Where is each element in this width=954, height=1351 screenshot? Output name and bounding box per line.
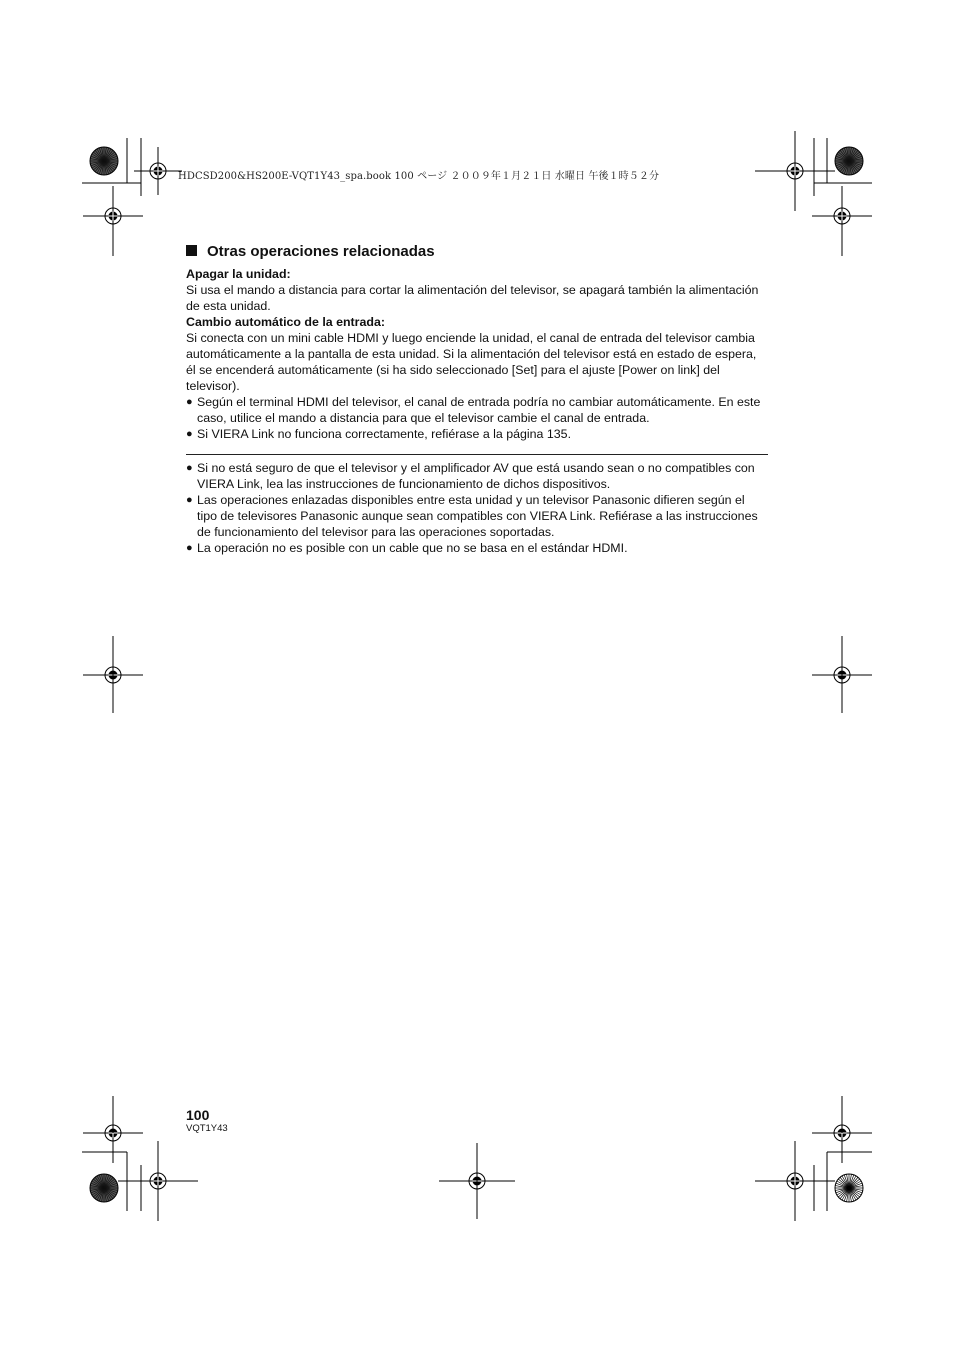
- model-code: VQT1Y43: [186, 1123, 228, 1134]
- registration-mark-icon: [755, 131, 835, 211]
- bullet-icon: ●: [186, 542, 193, 554]
- starburst-icon: [835, 1174, 863, 1202]
- list-item: ● La operación no es posible con un cable que no se basa en el estándar HDMI.: [186, 541, 628, 555]
- bullet-icon: ●: [186, 428, 193, 440]
- cambio-text: Si conecta con un mini cable HDMI y luego enciende la unidad, el canal de entrada del televisor cambia automáticamente a la pantalla de esta unidad. Si la alimentación del televisor está en estado de espera, él se encenderá automáticamente (si ha sido seleccionado [Set] para el ajuste [Power on link] del televisor).: [186, 331, 757, 393]
- starburst-icon: [90, 147, 118, 175]
- registration-mark-icon: [118, 1141, 198, 1221]
- page-number: 100: [186, 1107, 210, 1123]
- list-item: ● Si no está seguro de que el televisor y el amplificador AV que está usando sean o no compatibles con VIERA Link, lea las instrucciones de funcionamiento de dichos dispositivos.: [186, 461, 755, 491]
- section-title: [186, 243, 435, 260]
- section-title-text: Otras operaciones relacionadas: [207, 243, 435, 260]
- bullet-icon: ●: [186, 494, 193, 506]
- file-info-header: HDCSD200&HS200E-VQT1Y43_spa.book 100 ページ ２００９年１月２１日 水曜日 午後１時５２分: [178, 171, 660, 182]
- cambio-heading: Cambio automático de la entrada:: [186, 315, 385, 329]
- list-item: ● Según el terminal HDMI del televisor, el canal de entrada podría no cambiar automáticamente. En este caso, utilice el mando a distancia para que el televisor cambie el canal de entrada.: [186, 395, 761, 425]
- list-item: ● Si VIERA Link no funciona correctamente, refiérase a la página 135.: [186, 427, 572, 441]
- starburst-icon: [835, 147, 863, 175]
- starburst-icon: [90, 1174, 118, 1202]
- bullet-icon: ●: [186, 396, 193, 408]
- apagar-heading: Apagar la unidad:: [186, 267, 291, 281]
- square-bullet-icon: [186, 245, 197, 256]
- notes: [186, 460, 768, 556]
- apagar-text: Si usa el mando a distancia para cortar la alimentación del televisor, se apagará también la alimentación de esta unidad.: [186, 283, 759, 313]
- section-body: [186, 266, 768, 442]
- list-item: ● Las operaciones enlazadas disponibles entre esta unidad y un televisor Panasonic difieren según el tipo de televisores Panasonic aunque sean compatibles con VIERA Link. Refiérase a las instrucciones de funcionamiento del televisor para las operaciones soportadas.: [186, 493, 758, 539]
- divider: [186, 454, 768, 455]
- bullet-icon: ●: [186, 462, 193, 474]
- registration-mark-icon: [755, 1141, 835, 1221]
